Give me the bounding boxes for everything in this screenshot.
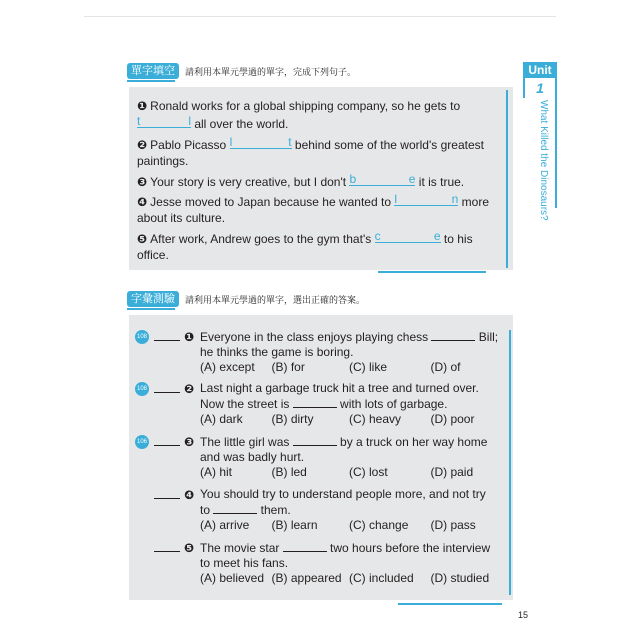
answer-blank[interactable]: l n (394, 192, 459, 206)
option-c[interactable]: (C) change (349, 518, 409, 532)
section2-rule (127, 308, 175, 310)
top-rule (84, 16, 556, 17)
fill-item-1: ❶ Ronald works for a global shipping company, so he gets to t l all over the world. (137, 99, 461, 131)
option-b[interactable]: (B) for (271, 360, 305, 374)
mcq-item-4: You should try to understand people more, and not try to them. (A) arrive (B) learn (C) change (D) pass (200, 487, 500, 533)
unit-label: Unit (528, 63, 552, 77)
unit-side-bar (555, 98, 557, 208)
section2-header (127, 291, 365, 307)
mcq-item-1: Everyone in the class enjoys playing chess Bill; he thinks the game is boring. (A) except (B) for (C) like (D) of (200, 330, 499, 374)
option-b[interactable]: (B) led (271, 465, 307, 479)
exam-year-badge: 108 (135, 382, 149, 396)
option-c[interactable]: (C) included (349, 571, 414, 585)
answer-blank[interactable]: b e (349, 172, 416, 186)
answer-blank[interactable]: t l (137, 114, 191, 128)
option-b[interactable]: (B) appeared (271, 571, 342, 585)
section1-instruction: 請利用本單元學過的單字，完成下列句子。 (185, 66, 357, 77)
section2-badge: 字彙測驗 (127, 291, 179, 307)
answer-blank[interactable]: l t (229, 135, 292, 149)
option-a[interactable]: (A) believed (200, 571, 265, 585)
section2-instruction: 請利用本單元學過的單字，選出正確的答案。 (185, 294, 366, 305)
section1-bottom-rule (378, 271, 486, 273)
option-d[interactable]: (D) poor (430, 412, 475, 426)
option-d[interactable]: (D) paid (430, 465, 474, 479)
section1-header (127, 63, 356, 79)
fill-item-4: ❹ Jesse moved to Japan because he wanted to l n more about its culture. (137, 192, 490, 225)
unit-tab (523, 62, 557, 98)
unit-number: 1 (523, 78, 557, 98)
answer-slot[interactable]: ❸ (154, 434, 197, 450)
option-d[interactable]: (D) studied (430, 571, 490, 585)
option-b[interactable]: (B) learn (271, 518, 318, 532)
answer-slot[interactable]: ❷ (154, 381, 197, 397)
answer-slot[interactable]: ❺ (154, 540, 197, 556)
exam-year-badge: 108 (135, 330, 149, 344)
section2-bottom-rule (398, 603, 502, 605)
fill-item-5: ❺ After work, Andrew goes to the gym that's c e to his office. (137, 229, 473, 262)
option-a[interactable]: (A) except (200, 360, 255, 374)
section1-badge: 單字填空 (127, 63, 179, 79)
option-d[interactable]: (D) of (430, 360, 461, 374)
option-c[interactable]: (C) heavy (349, 412, 402, 426)
option-c[interactable]: (C) like (349, 360, 387, 374)
option-c[interactable]: (C) lost (349, 465, 388, 479)
mcq-item-2: Last night a garbage truck hit a tree and turned over. Now the street is with lots of garbage. (A) dark (B) dirty (C) heavy (D) poor (200, 381, 500, 427)
exam-year-badge: 106 (135, 435, 149, 449)
fill-item-3: ❸ Your story is very creative, but I don't b e it is true. (137, 172, 465, 189)
answer-slot[interactable]: ❶ (154, 329, 197, 345)
answer-slot[interactable]: ❹ (154, 487, 197, 503)
option-a[interactable]: (A) hit (200, 465, 233, 479)
page-number: 15 (518, 610, 529, 620)
mcq-item-5: The movie star two hours before the interview to meet his fans. (A) believed (B) appeared (C) included (D) studied (200, 540, 500, 586)
option-a[interactable]: (A) dark (200, 412, 243, 426)
option-d[interactable]: (D) pass (430, 518, 476, 532)
mcq-item-3: The little girl was by a truck on her way home and was badly hurt. (A) hit (B) led (C) lost (D) paid (200, 434, 500, 480)
answer-blank[interactable]: c e (374, 229, 441, 243)
option-b[interactable]: (B) dirty (271, 412, 314, 426)
section1-rule (127, 80, 175, 82)
section1-side-bar (506, 90, 508, 268)
section2-side-bar (509, 330, 511, 595)
option-a[interactable]: (A) arrive (200, 518, 250, 532)
fill-item-2: ❷ Pablo Picasso l t behind some of the world's greatest paintings. (137, 135, 484, 168)
unit-title: What Killed the Dinosaurs? (538, 100, 549, 221)
